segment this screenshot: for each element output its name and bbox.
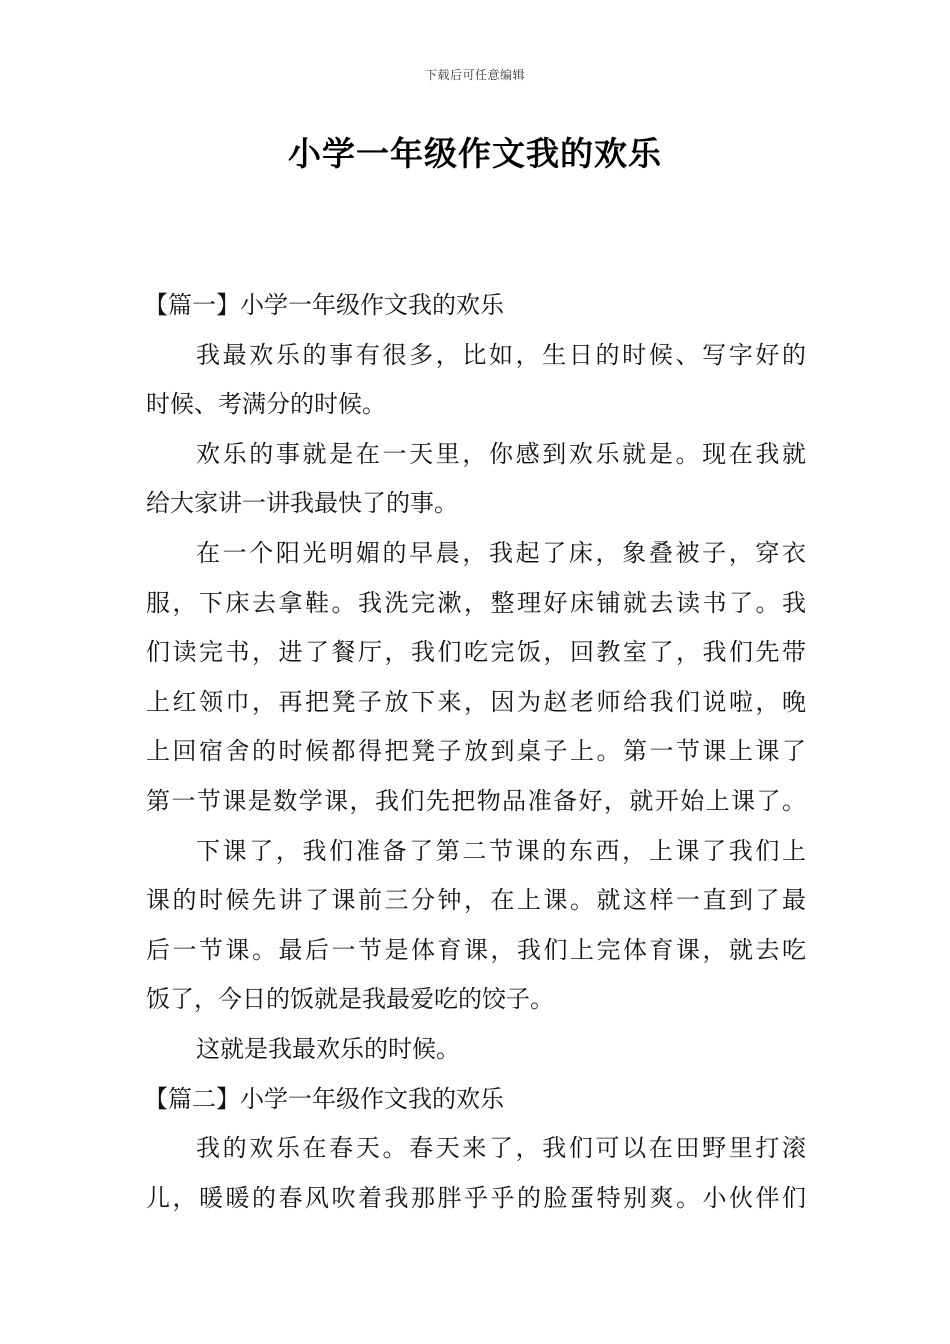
essay-body	[146, 281, 806, 1223]
essay-line: 第一节课是数学课，我们先把物品准备好，就开始上课了。	[146, 786, 806, 815]
essay-line: 在一个阳光明媚的早晨，我起了床，象叠被子，穿衣	[196, 538, 806, 567]
essay-line: 服，下床去拿鞋。我洗完漱，整理好床铺就去读书了。我	[146, 588, 806, 617]
essay-line: 上回宿舍的时候都得把凳子放到桌子上。第一节课上课了	[146, 737, 806, 766]
essay-line: 我的欢乐在春天。春天来了，我们可以在田野里打滚	[196, 1134, 806, 1163]
essay-line: 下课了，我们准备了第二节课的东西，上课了我们上	[196, 836, 806, 865]
header-note: 下载后可任意编辑	[424, 68, 525, 82]
essay-line: 们读完书，进了餐厅，我们吃完饭，回教室了，我们先带	[146, 638, 806, 667]
document-title: 小学一年级作文我的欢乐	[288, 134, 662, 173]
essay-line: 我最欢乐的事有很多，比如，生日的时候、写字好的	[196, 340, 806, 369]
essay-line: 欢乐的事就是在一天里，你感到欢乐就是。现在我就	[196, 439, 806, 468]
essay-line: 给大家讲一讲我最快了的事。	[146, 489, 458, 518]
essay-line: 时候、考满分的时候。	[146, 390, 386, 419]
essay-line: 饭了，今日的饭就是我最爱吃的饺子。	[146, 985, 554, 1014]
essay-line: 【篇二】小学一年级作文我的欢乐	[144, 1084, 504, 1113]
essay-line: 这就是我最欢乐的时候。	[196, 1034, 460, 1063]
essay-line: 课的时候先讲了课前三分钟，在上课。就这样一直到了最	[146, 886, 806, 915]
essay-line: 后一节课。最后一节是体育课，我们上完体育课，就去吃	[146, 935, 806, 964]
essay-line: 【篇一】小学一年级作文我的欢乐	[144, 291, 504, 319]
essay-line: 儿，暖暖的春风吹着我那胖乎乎的脸蛋特别爽。小伙伴们	[146, 1183, 806, 1212]
essay-line: 上红领巾，再把凳子放下来，因为赵老师给我们说啦，晚	[146, 687, 806, 716]
